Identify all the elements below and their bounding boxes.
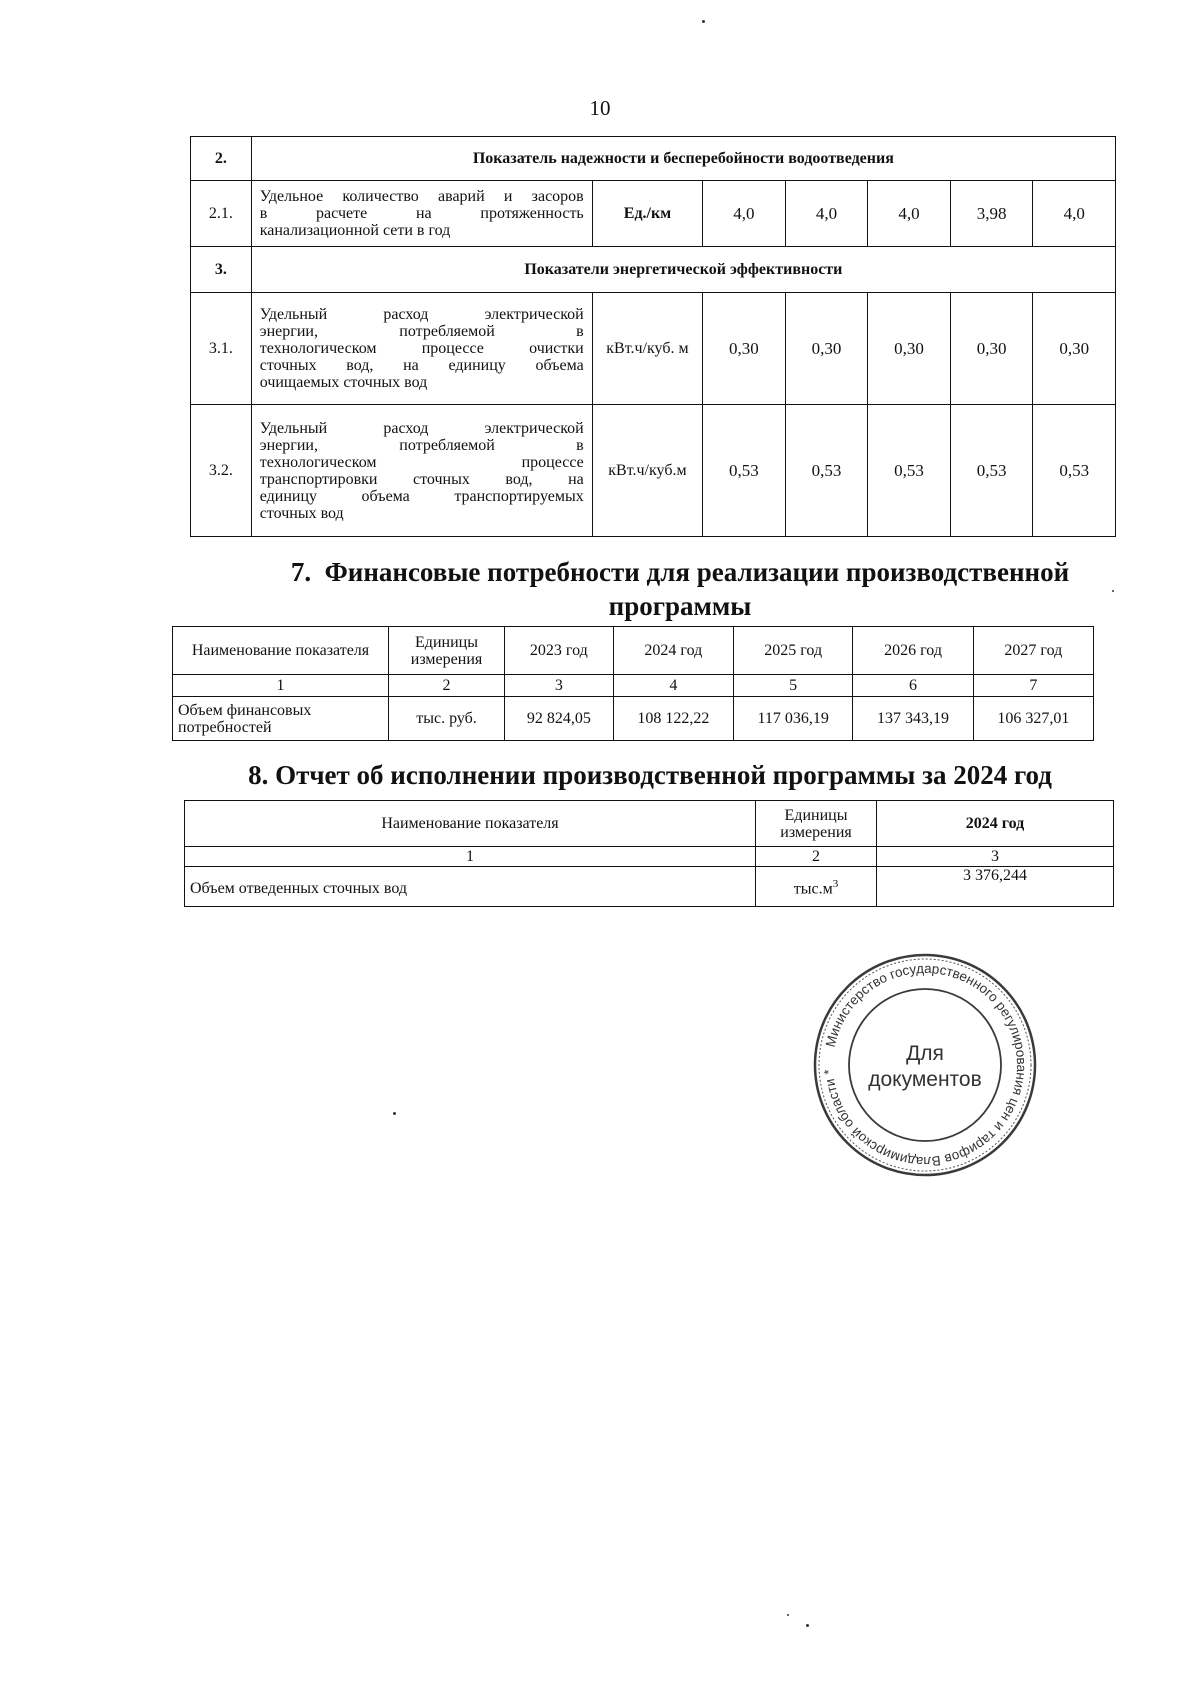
stamp-outer-ring: [815, 955, 1035, 1175]
scan-speck: [393, 1112, 396, 1115]
name-line: Удельный расход электрической: [259, 306, 584, 323]
row-number: 2.1.: [191, 181, 252, 247]
table-row: [191, 293, 1116, 405]
value-cell: 4,0: [785, 181, 868, 247]
stamp-inner-ring: [849, 989, 1001, 1141]
unit-cell: тыс. руб.: [389, 697, 505, 741]
indicator-name: [251, 293, 592, 405]
value-cell: 3 376,244: [877, 867, 1114, 907]
name-line: Удельное количество аварий и засоров: [259, 188, 584, 205]
value-cell: 0,30: [868, 293, 951, 405]
section8-heading: 8. Отчет об исполнении производственной программы за 2024 год: [248, 760, 1052, 790]
value-cell: 0,53: [1033, 405, 1116, 537]
table-row: [191, 247, 1116, 293]
value-cell: 92 824,05: [505, 697, 614, 741]
column-number-row: [173, 675, 1094, 697]
name-line: Удельный расход электрической: [259, 419, 584, 437]
column-header: 2025 год: [733, 627, 852, 675]
row-number: 3.2.: [191, 405, 252, 537]
scan-speck: [1112, 590, 1114, 592]
section-title: Показатели энергетической эффективности: [251, 247, 1115, 293]
value-cell: 106 327,01: [973, 697, 1093, 741]
column-header: Единицы измерения: [756, 801, 877, 847]
section-number: 2.: [191, 137, 252, 181]
value-cell: 0,30: [703, 293, 786, 405]
name-line: очищаемых сточных вод: [259, 374, 428, 391]
column-header: 2026 год: [853, 627, 973, 675]
name-line: канализационной сети в год: [259, 222, 451, 239]
column-number: 7: [973, 675, 1093, 697]
column-number: 3: [505, 675, 614, 697]
financial-needs-table: [172, 626, 1094, 741]
table-header-row: [173, 627, 1094, 675]
value-cell: 3,98: [950, 181, 1033, 247]
column-header: Наименование показателя: [185, 801, 756, 847]
unit-superscript: 3: [832, 877, 839, 890]
column-header: 2023 год: [505, 627, 614, 675]
scan-speck: [702, 20, 705, 23]
column-number-row: [185, 847, 1114, 867]
name-line: транспортировки сточных вод, на: [259, 470, 584, 488]
section7-heading-line: 7. Финансовые потребности для реализации производственной: [290, 557, 1070, 587]
name-line: в расчете на протяженность: [259, 205, 584, 222]
indicator-name: Объем финансовых потребностей: [173, 697, 389, 741]
column-number: 5: [733, 675, 852, 697]
stamp-center-line: Для: [906, 1042, 944, 1065]
name-line: энергии, потребляемой в: [259, 323, 584, 340]
column-number: 1: [185, 847, 756, 867]
column-header: 2024 год: [613, 627, 733, 675]
value-cell: 137 343,19: [853, 697, 973, 741]
unit-cell: кВт.ч/куб.м: [592, 405, 702, 537]
value-cell: 0,30: [785, 293, 868, 405]
value-cell: 0,53: [703, 405, 786, 537]
value-cell: 0,53: [785, 405, 868, 537]
value-cell: 0,53: [950, 405, 1033, 537]
column-number: 2: [389, 675, 505, 697]
table-row: [173, 697, 1094, 741]
indicator-name: [251, 405, 592, 537]
unit-cell: кВт.ч/куб. м: [592, 293, 702, 405]
value-cell: 4,0: [703, 181, 786, 247]
unit-cell: [756, 867, 877, 907]
value-cell: 4,0: [1033, 181, 1116, 247]
column-number: 4: [613, 675, 733, 697]
unit-text: тыс.м: [793, 880, 833, 897]
column-number: 6: [853, 675, 973, 697]
name-line: сточных вод: [259, 504, 344, 522]
table-header-row: [185, 801, 1114, 847]
stamp-outer-dots: [819, 959, 1031, 1171]
indicators-table: [190, 136, 1116, 537]
column-header: 2024 год: [877, 801, 1114, 847]
row-number: 3.1.: [191, 293, 252, 405]
table-row: [185, 867, 1114, 907]
unit-cell: Ед./км: [592, 181, 702, 247]
value-cell: 108 122,22: [613, 697, 733, 741]
indicator-name: Объем отведенных сточных вод: [185, 867, 756, 907]
column-header: Единицы измерения: [389, 627, 505, 675]
value-cell: 0,53: [868, 405, 951, 537]
program-report-table: [184, 800, 1114, 907]
column-header: 2027 год: [973, 627, 1093, 675]
name-line: технологическом процессе: [259, 453, 584, 471]
value-cell: 0,30: [1033, 293, 1116, 405]
value-cell: 0,30: [950, 293, 1033, 405]
column-number: 3: [877, 847, 1114, 867]
table-row: [191, 405, 1116, 537]
value-cell: 117 036,19: [733, 697, 852, 741]
name-line: технологическом процессе очистки: [259, 340, 584, 357]
section7-heading: [280, 555, 1080, 623]
stamp-ring-text: Министерство государственного регулирования цен и тарифов Владимирской области *: [821, 960, 1030, 1170]
column-number: 1: [173, 675, 389, 697]
page-number: 10: [589, 96, 611, 120]
section-number: 3.: [191, 247, 252, 293]
scan-speck: [787, 1614, 789, 1616]
scan-speck: [806, 1624, 809, 1627]
indicator-name: [251, 181, 592, 247]
stamp-center-line: документов: [868, 1068, 982, 1091]
column-header: Наименование показателя: [173, 627, 389, 675]
official-stamp: [810, 950, 1040, 1180]
name-line: сточных вод, на единицу объема: [259, 357, 584, 374]
name-line: энергии, потребляемой в: [259, 436, 584, 454]
section-title: Показатель надежности и бесперебойности водоотведения: [251, 137, 1115, 181]
value-cell: 4,0: [868, 181, 951, 247]
name-line: единицу объема транспортируемых: [259, 487, 584, 505]
table-row: [191, 137, 1116, 181]
section7-heading-line: программы: [608, 591, 752, 621]
table-row: [191, 181, 1116, 247]
column-number: 2: [756, 847, 877, 867]
